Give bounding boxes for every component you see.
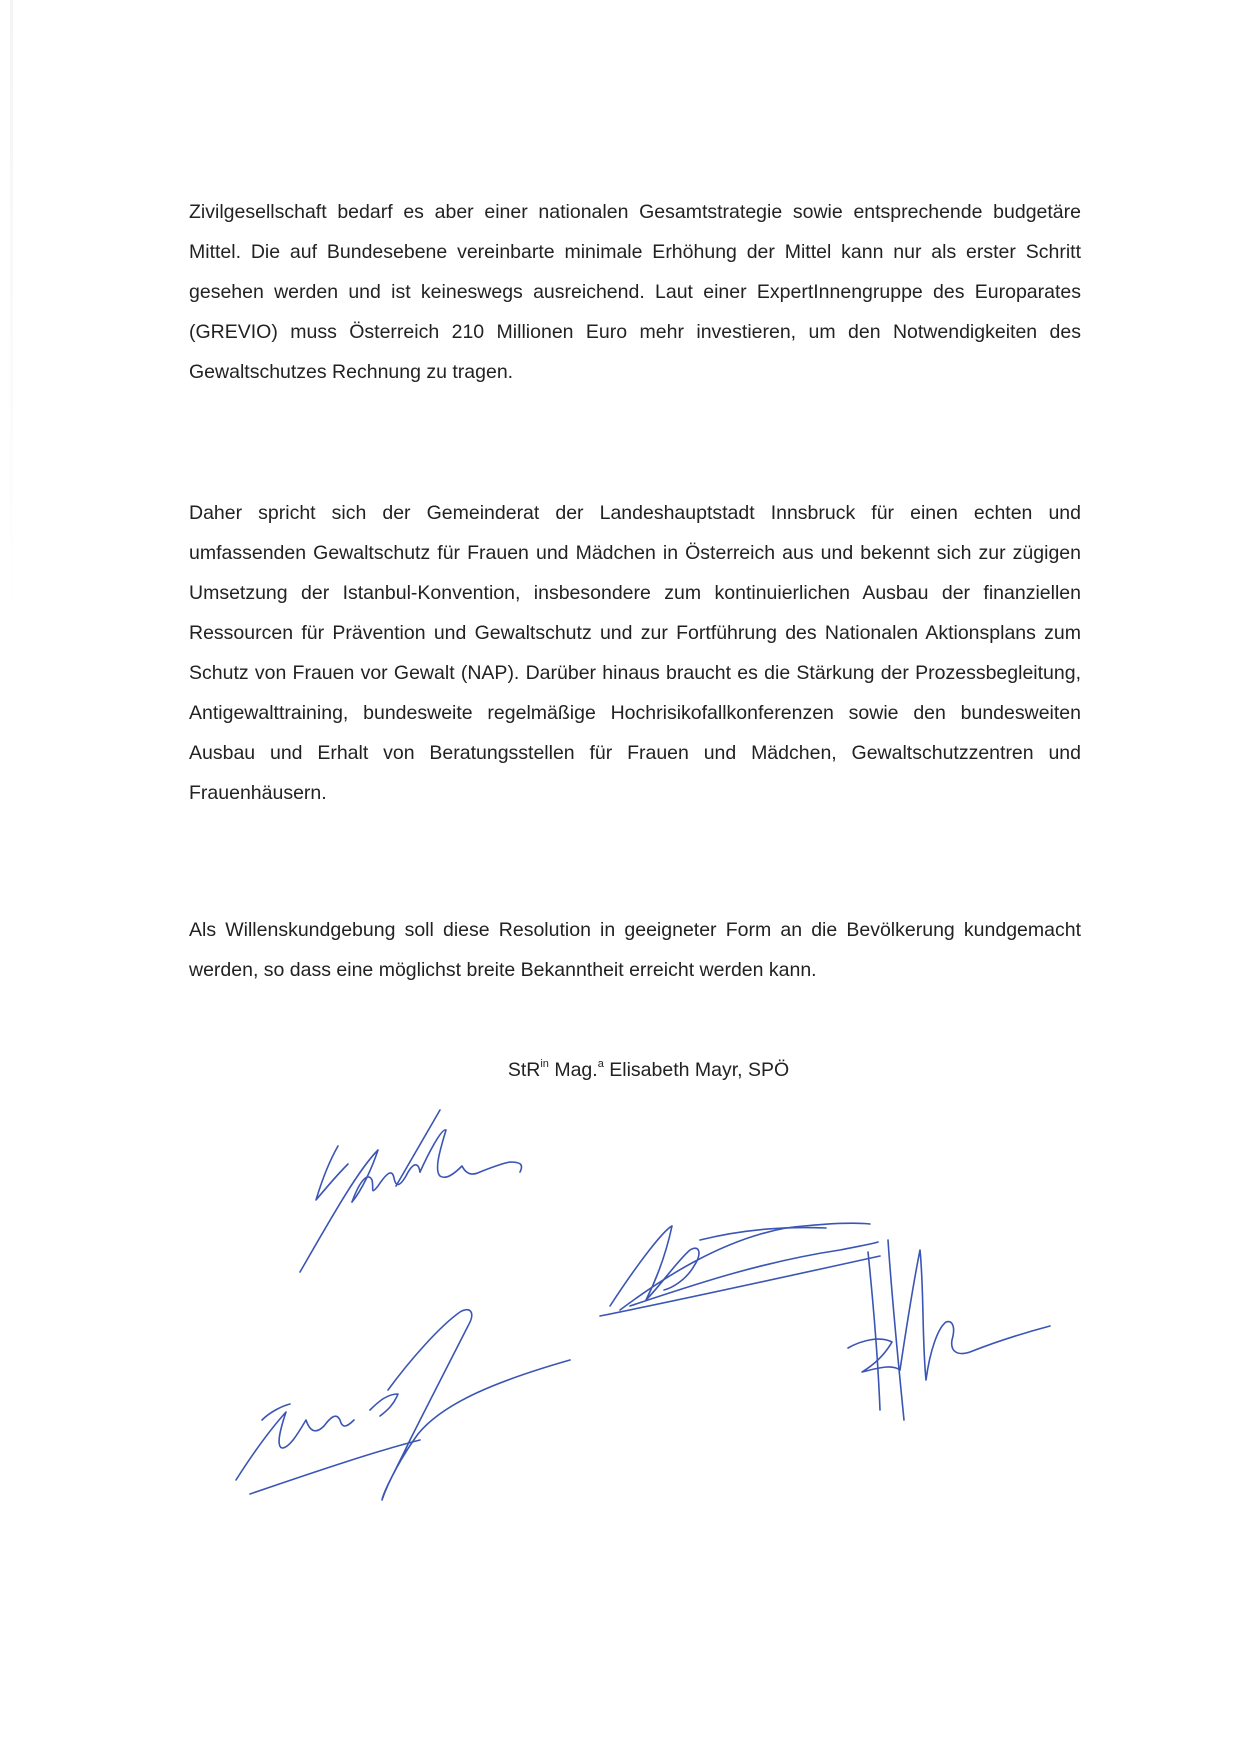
signatory-line bbox=[0, 1050, 1247, 1084]
signature-4 bbox=[848, 1240, 1050, 1420]
handwritten-signatures bbox=[0, 1090, 1247, 1520]
paragraph-council-resolution: Daher spricht sich der Gemeinderat der Landeshauptstadt Innsbruck für einen echten und umfassenden Gewaltschutz für Frauen und Mädchen in Österreich aus und bekennt sich zur zügigen Umsetzung der Istanbul-Konvention, insbesondere zum kontinuierlichen Ausbau der finanziellen Ressourcen für Prävention und Gewaltschutz und zur Fortführung des Nationalen Aktionsplans zum Schutz von Frauen vor Gewalt (NAP). Darüber hinaus braucht es die Stärkung der Prozessbegleitung, Antigewalttraining, bundesweite regelmäßige Hochrisikofallkonferenzen sowie den bundesweiten Ausbau und Erhalt von Beratungsstellen für Frauen und Mädchen, Gewaltschutzzentren und Frauenhäusern. bbox=[189, 502, 1081, 804]
signatures-svg bbox=[0, 1090, 1247, 1520]
signatory-degree-sup: a bbox=[597, 1058, 604, 1070]
signatory-degree: Mag. bbox=[554, 1059, 598, 1081]
paragraph-announcement: Als Willenskundgebung soll diese Resolution in geeigneter Form an die Bevölkerung kundgemacht werden, so dass eine möglichst breite Bekanntheit erreicht werden kann. bbox=[189, 919, 1081, 981]
signature-3 bbox=[600, 1223, 880, 1316]
signatory-title: StR bbox=[507, 1059, 541, 1081]
signatory-title-sup: in bbox=[540, 1058, 549, 1070]
scan-edge-shadow bbox=[10, 0, 13, 620]
signature-2 bbox=[236, 1310, 570, 1500]
paragraph-strategy-funding: Zivilgesellschaft bedarf es aber einer nationalen Gesamtstrategie sowie entsprechende budgetäre Mittel. Die auf Bundesebene vereinbarte minimale Erhöhung der Mittel kann nur als erster Schritt gesehen werden und ist keineswegs ausreichend. Laut einer ExpertInnengruppe des Europarates (GREVIO) muss Österreich 210 Millionen Euro mehr investieren, um den Notwendigkeiten des Gewaltschutzes Rechnung zu tragen. bbox=[189, 201, 1081, 383]
signature-1 bbox=[300, 1110, 522, 1272]
signatory-name-party: Elisabeth Mayr, SPÖ bbox=[609, 1059, 790, 1081]
